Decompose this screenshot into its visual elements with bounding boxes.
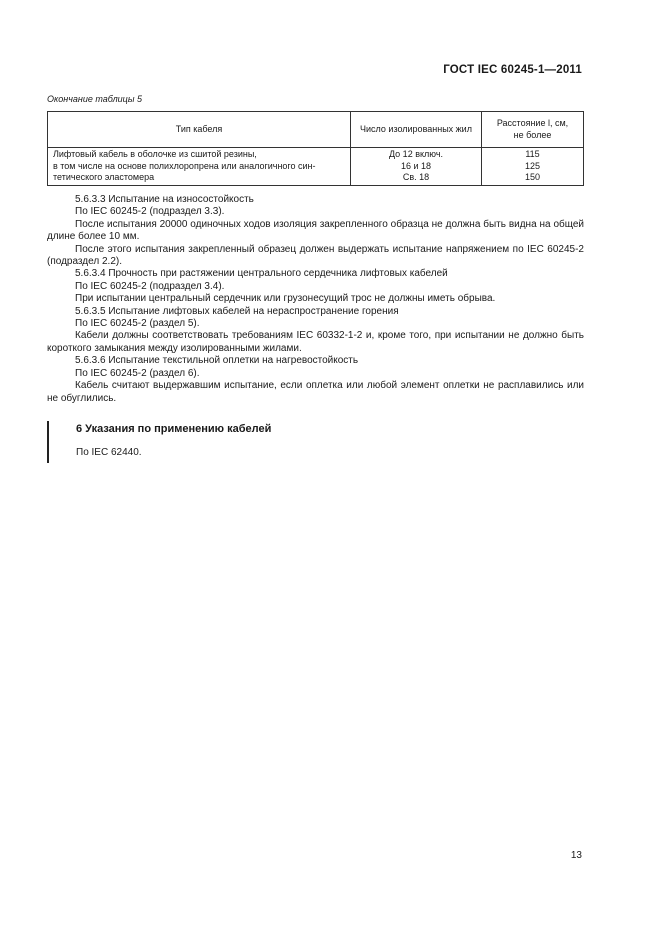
paragraph: Кабели должны соответствовать требованиям IEC 60332-1-2 и, кроме того, при испытании не должно быть короткого замыкания между изолированными жилами. <box>47 330 584 354</box>
subsection-heading: 5.6.3.3 Испытание на износостойкость <box>75 194 254 205</box>
subsection-heading: 5.6.3.6 Испытание текстильной оплетки на нагревостойкость <box>75 355 359 367</box>
section-body: По IEC 62440. <box>76 447 142 458</box>
paragraph: По IEC 60245-2 (раздел 6). <box>75 367 200 379</box>
col-header-distance-line2: не более <box>513 129 552 140</box>
cell-line: Лифтовый кабель в оболочке из сшитой резины, <box>53 149 257 159</box>
table-caption: Окончание таблицы 5 <box>47 94 142 104</box>
cell-line: Св. 18 <box>402 172 430 182</box>
table-row <box>48 148 584 186</box>
cell-line: 125 <box>524 160 541 171</box>
cell-line: 150 <box>524 172 541 182</box>
cell-line: 16 и 18 <box>400 160 432 171</box>
page-number: 13 <box>570 850 582 861</box>
document-header: ГОСТ IEC 60245-1—2011 <box>443 64 582 76</box>
subsection-heading: 5.6.3.5 Испытание лифтовых кабелей на нераспространение горения <box>75 305 399 317</box>
cell-line: тетического эластомера <box>53 172 155 182</box>
col-header-cable-type: Тип кабеля <box>48 112 351 148</box>
cell-line: в том числе на основе полихлоропрена или аналогичного син- <box>53 160 316 171</box>
cell-cable-type <box>48 148 351 186</box>
cell-distance <box>482 148 584 186</box>
paragraph: При испытании центральный сердечник или грузонесущий трос не должны иметь обрыва. <box>75 293 496 305</box>
section-title: 6 Указания по применению кабелей <box>76 423 272 435</box>
paragraph: По IEC 60245-2 (раздел 5). <box>75 318 200 330</box>
cell-line: До 12 включ. <box>388 149 444 159</box>
col-header-distance <box>482 112 584 148</box>
cell-line: 115 <box>525 149 540 159</box>
table-5 <box>47 111 584 186</box>
paragraph: После испытания 20000 одиночных ходов изоляция закрепленного образца не должна быть видна на общей длине более 10 мм. <box>47 218 584 243</box>
col-header-core-count: Число изолированных жил <box>351 112 482 148</box>
table-header-row <box>48 112 584 148</box>
paragraph: Кабель считают выдержавшим испытание, если оплетка или любой элемент оплетки не расплавились или не обуглились. <box>47 380 584 404</box>
cell-core-count <box>351 148 482 186</box>
body-text <box>47 194 584 405</box>
paragraph: По IEC 60245-2 (подраздел 3.4). <box>75 280 225 292</box>
col-header-distance-line1: Расстояние l, см, <box>496 118 569 128</box>
section-6 <box>47 421 586 463</box>
subsection-heading: 5.6.3.4 Прочность при растяжении центрального сердечника лифтовых кабелей <box>75 268 448 280</box>
paragraph: После этого испытания закрепленный образец должен выдержать испытание напряжением по IEC 60245-2 (подраздел 2.2). <box>47 243 584 268</box>
paragraph: По IEC 60245-2 (подраздел 3.3). <box>75 206 225 218</box>
